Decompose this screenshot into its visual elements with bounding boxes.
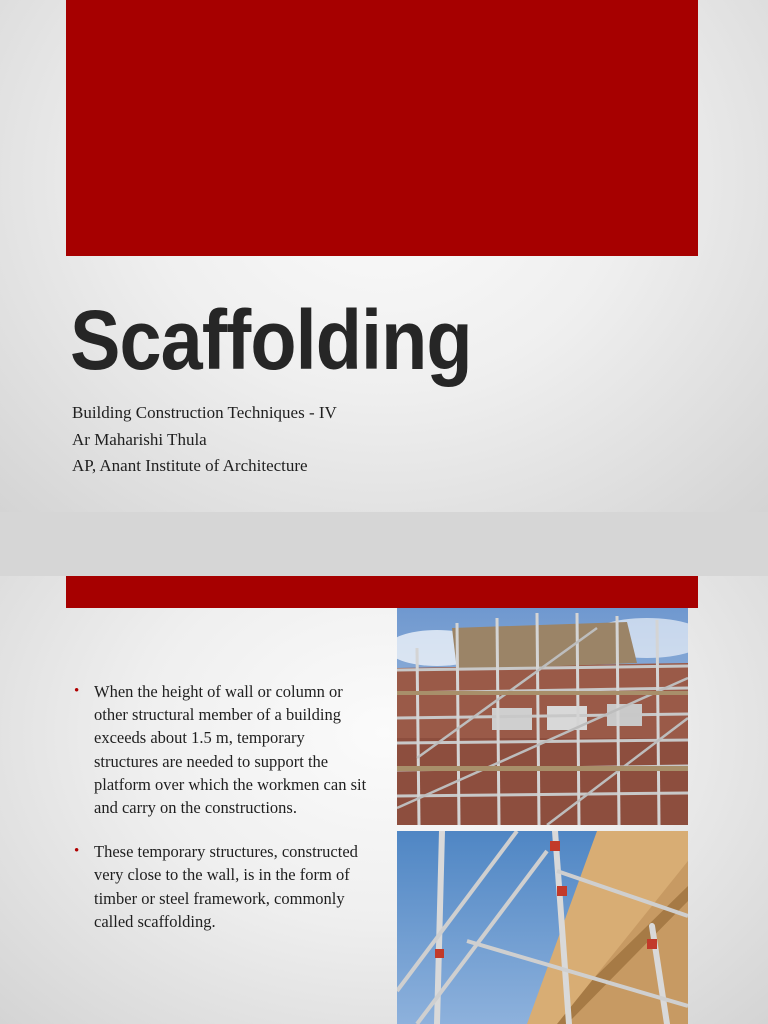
bullet-marker: • — [74, 683, 80, 699]
author-affiliation: AP, Anant Institute of Architecture — [72, 456, 308, 475]
author-name: Ar Maharishi Thula — [72, 429, 207, 449]
slide-gap — [0, 512, 768, 576]
bullet-list — [72, 680, 372, 933]
scaffolding-building-photo — [397, 608, 688, 825]
bullet-marker: • — [74, 843, 80, 860]
content-header-band — [66, 576, 698, 608]
course-name: Building Construction Techniques - IV — [72, 403, 337, 422]
content-slide — [0, 576, 768, 1024]
bullet-item — [72, 680, 372, 819]
title-header-band — [66, 0, 698, 256]
bullet-item — [72, 840, 372, 933]
subtitle-block — [72, 400, 337, 480]
slide-title: Scaffolding — [70, 293, 472, 387]
bullet-text: When the height of wall or column or other structural member of a building exceeds about 1.5 m, temporary structures are needed to support the platform over which the workmen can sit and carry on the constructions. — [94, 682, 367, 818]
bullet-text: These temporary structures, constructed very close to the wall, is in the form of timber or steel framework, commonly called scaffolding. — [94, 842, 358, 931]
scaffolding-closeup-photo — [397, 831, 688, 1024]
